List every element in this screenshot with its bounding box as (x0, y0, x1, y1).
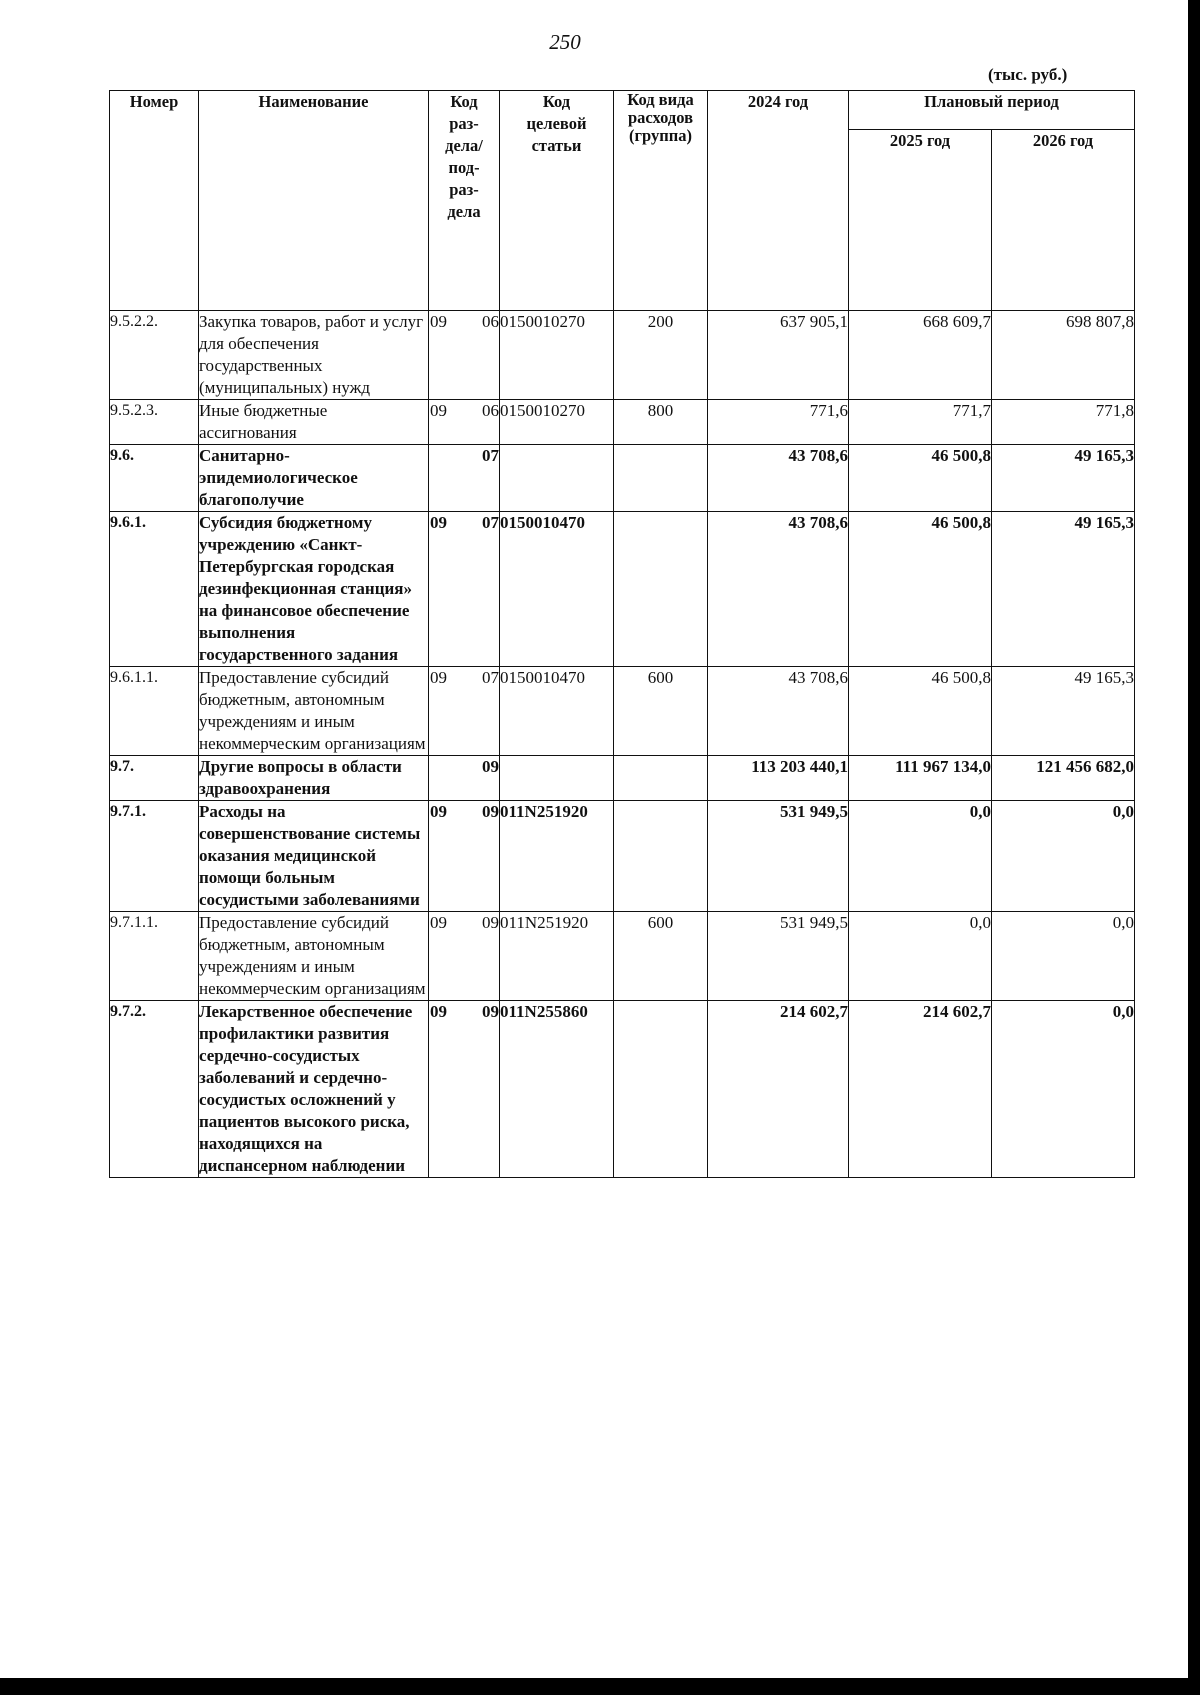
row-section: 09 (430, 668, 447, 687)
row-target-code: 0150010270 (500, 400, 614, 445)
row-target-code: 011N251920 (500, 801, 614, 912)
row-name: Субсидия бюджетному учреждению «Санкт-Петербургская городская дезинфекционная станция» на финансовое обеспечение выполнения государственного задания (199, 512, 429, 667)
row-amount-2024: 531 949,5 (708, 801, 849, 912)
row-subsection: 06 (482, 312, 499, 331)
row-target-code: 0150010270 (500, 311, 614, 400)
row-expense-kind (614, 445, 708, 512)
row-subsection: 06 (482, 401, 499, 420)
row-number: 9.6. (110, 445, 199, 512)
row-subsection: 07 (482, 513, 499, 532)
row-expense-kind (614, 512, 708, 667)
row-amount-2025: 46 500,8 (849, 667, 992, 756)
row-section-code (429, 445, 500, 512)
row-amount-2024: 531 949,5 (708, 912, 849, 1001)
row-amount-2026: 0,0 (992, 912, 1135, 1001)
row-section-code (429, 512, 500, 667)
table-row (110, 756, 1135, 801)
table-row (110, 400, 1135, 445)
header-target-code: Код целевой статьи (500, 91, 614, 311)
row-number: 9.5.2.3. (110, 400, 199, 445)
row-amount-2025: 46 500,8 (849, 512, 992, 667)
table-row (110, 512, 1135, 667)
table-row (110, 912, 1135, 1001)
row-number: 9.7. (110, 756, 199, 801)
header-planned-period: Плановый период (849, 91, 1135, 130)
scan-edge-bottom (0, 1678, 1200, 1695)
header-number: Номер (110, 91, 199, 311)
row-subsection: 07 (482, 446, 499, 465)
row-number: 9.7.1.1. (110, 912, 199, 1001)
row-number: 9.7.1. (110, 801, 199, 912)
row-amount-2026: 0,0 (992, 1001, 1135, 1178)
scan-edge-right (1188, 0, 1200, 1695)
units-label: (тыс. руб.) (988, 65, 1068, 84)
row-name: Иные бюджетные ассигнования (199, 400, 429, 445)
header-name: Наименование (199, 91, 429, 311)
row-subsection: 09 (482, 1002, 499, 1021)
row-amount-2026: 49 165,3 (992, 512, 1135, 667)
row-expense-kind (614, 1001, 708, 1178)
row-amount-2025: 111 967 134,0 (849, 756, 992, 801)
row-amount-2024: 637 905,1 (708, 311, 849, 400)
row-section: 09 (430, 802, 447, 821)
row-number: 9.7.2. (110, 1001, 199, 1178)
row-amount-2024: 214 602,7 (708, 1001, 849, 1178)
row-target-code: 011N255860 (500, 1001, 614, 1178)
row-expense-kind: 600 (614, 912, 708, 1001)
table-row (110, 445, 1135, 512)
row-number: 9.5.2.2. (110, 311, 199, 400)
row-section-code (429, 1001, 500, 1178)
row-name: Закупка товаров, работ и услуг для обеспечения государственных (муниципальных) нужд (199, 311, 429, 400)
row-section-code (429, 912, 500, 1001)
row-amount-2025: 214 602,7 (849, 1001, 992, 1178)
row-section-code (429, 667, 500, 756)
row-amount-2026: 121 456 682,0 (992, 756, 1135, 801)
row-name: Санитарно-эпидемиологическое благополучие (199, 445, 429, 512)
row-expense-kind (614, 801, 708, 912)
header-year-2026: 2026 год (992, 130, 1135, 311)
row-amount-2024: 771,6 (708, 400, 849, 445)
row-subsection: 09 (482, 913, 499, 932)
header-year-2024: 2024 год (708, 91, 849, 311)
row-expense-kind: 800 (614, 400, 708, 445)
page-number: 250 (549, 30, 581, 54)
row-amount-2024: 113 203 440,1 (708, 756, 849, 801)
row-subsection: 09 (482, 757, 499, 776)
row-amount-2024: 43 708,6 (708, 445, 849, 512)
row-name: Другие вопросы в области здравоохранения (199, 756, 429, 801)
row-target-code: 0150010470 (500, 667, 614, 756)
row-amount-2025: 46 500,8 (849, 445, 992, 512)
row-section: 09 (430, 401, 447, 420)
row-amount-2026: 771,8 (992, 400, 1135, 445)
row-section-code (429, 400, 500, 445)
row-name: Предоставление субсидий бюджетным, автономным учреждениям и иным некоммерческим организациям (199, 912, 429, 1001)
row-target-code: 011N251920 (500, 912, 614, 1001)
table-row (110, 1001, 1135, 1178)
row-name: Расходы на совершенствование системы оказания медицинской помощи больным сосудистыми заболеваниями (199, 801, 429, 912)
row-amount-2025: 0,0 (849, 801, 992, 912)
row-section-code (429, 801, 500, 912)
row-amount-2025: 668 609,7 (849, 311, 992, 400)
row-target-code (500, 445, 614, 512)
row-section: 09 (430, 1002, 447, 1021)
row-amount-2024: 43 708,6 (708, 512, 849, 667)
row-section-code (429, 311, 500, 400)
row-section: 09 (430, 913, 447, 932)
header-expense-kind: Код вида расходов (группа) (614, 91, 708, 311)
row-target-code: 0150010470 (500, 512, 614, 667)
row-amount-2024: 43 708,6 (708, 667, 849, 756)
table-row (110, 667, 1135, 756)
row-subsection: 09 (482, 802, 499, 821)
table-row (110, 801, 1135, 912)
budget-table-body (110, 311, 1135, 1178)
header-year-2025: 2025 год (849, 130, 992, 311)
row-amount-2026: 698 807,8 (992, 311, 1135, 400)
row-name: Предоставление субсидий бюджетным, автономным учреждениям и иным некоммерческим организациям (199, 667, 429, 756)
row-amount-2026: 0,0 (992, 801, 1135, 912)
row-number: 9.6.1. (110, 512, 199, 667)
row-name: Лекарственное обеспечение профилактики развития сердечно-сосудистых заболеваний и сердечно-сосудистых осложнений у пациентов высокого риска, находящихся на диспансерном наблюдении (199, 1001, 429, 1178)
row-subsection: 07 (482, 668, 499, 687)
row-amount-2025: 771,7 (849, 400, 992, 445)
row-amount-2026: 49 165,3 (992, 667, 1135, 756)
row-amount-2026: 49 165,3 (992, 445, 1135, 512)
row-target-code (500, 756, 614, 801)
row-amount-2025: 0,0 (849, 912, 992, 1001)
budget-table (109, 90, 1135, 1178)
row-expense-kind (614, 756, 708, 801)
header-section-code: Код раз- дела/ под- раз- дела (429, 91, 500, 311)
table-row (110, 311, 1135, 400)
row-section-code (429, 756, 500, 801)
row-section: 09 (430, 513, 447, 532)
row-number: 9.6.1.1. (110, 667, 199, 756)
row-expense-kind: 600 (614, 667, 708, 756)
row-section: 09 (430, 312, 447, 331)
row-expense-kind: 200 (614, 311, 708, 400)
